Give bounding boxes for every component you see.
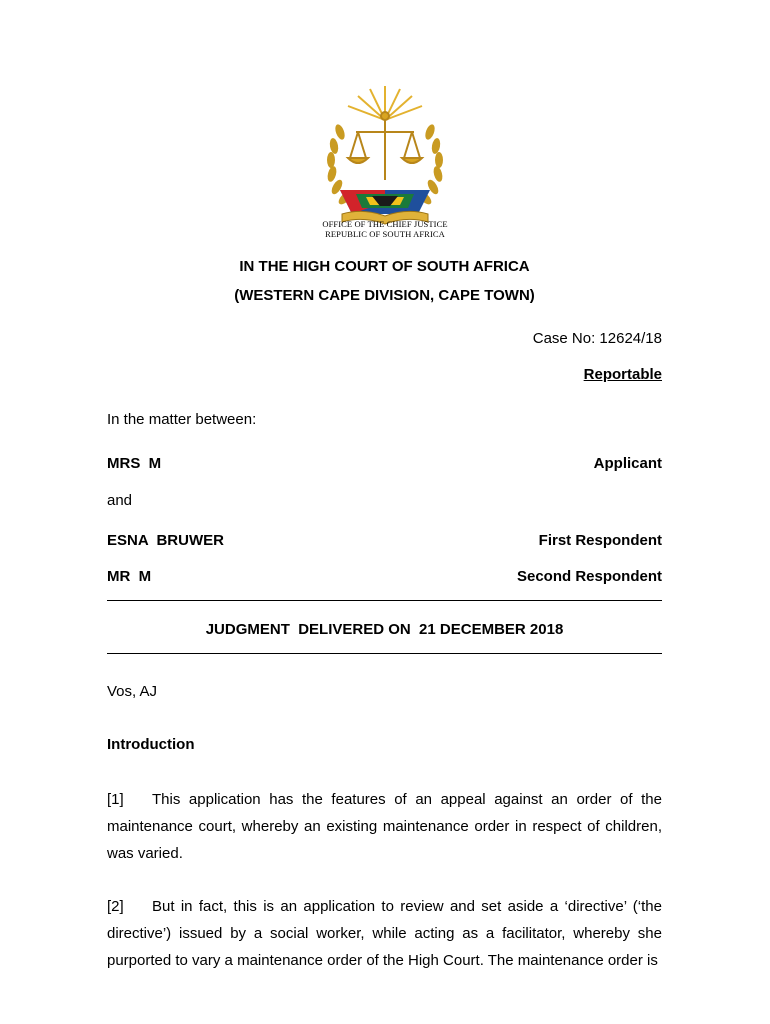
emblem-caption-line-1: OFFICE OF THE CHIEF JUSTICE (322, 219, 448, 229)
section-heading-introduction: Introduction (107, 736, 195, 753)
reportable-label: Reportable (583, 366, 662, 383)
emblem-caption-line-2: REPUBLIC OF SOUTH AFRICA (325, 229, 445, 239)
judge-name: Vos, AJ (107, 683, 158, 700)
flag-shield (340, 190, 430, 214)
divider-bottom (107, 653, 662, 654)
paragraph-text: But in fact, this is an application to review and set aside a ‘directive’ (‘the directive’) issued by a social worker, while acting as a facilitator, whereby she purported to vary a maintenance order of the High Court. The maintenance order is (107, 898, 662, 969)
paragraph-1 (107, 786, 662, 867)
applicant-role: Applicant (593, 455, 662, 472)
emblem-caption (300, 219, 470, 239)
second-respondent-name: MR M (107, 568, 152, 585)
court-division-heading: (WESTERN CAPE DIVISION, CAPE TOWN) (234, 287, 535, 304)
matter-between-label: In the matter between: (107, 411, 257, 428)
and-separator: and (107, 492, 133, 509)
paragraph-number: [1] (107, 791, 124, 808)
second-respondent-role: Second Respondent (516, 568, 662, 585)
court-emblem-logo (318, 80, 452, 240)
paragraph-number: [2] (107, 898, 124, 915)
applicant-name: MRS M (107, 455, 162, 472)
case-number: Case No: 12624/18 (532, 330, 662, 347)
first-respondent-name: ESNA BRUWER (107, 532, 224, 549)
paragraph-2 (107, 893, 662, 974)
scales-of-justice (348, 112, 422, 180)
court-name-heading: IN THE HIGH COURT OF SOUTH AFRICA (239, 258, 530, 275)
first-respondent-role: First Respondent (538, 532, 662, 549)
divider-top (107, 600, 662, 601)
judgment-heading: JUDGMENT DELIVERED ON 21 DECEMBER 2018 (205, 621, 564, 638)
paragraph-text: This application has the features of an appeal against an order of the maintenance court, whereby an existing maintenance order in respect of children, was varied. (107, 791, 662, 862)
